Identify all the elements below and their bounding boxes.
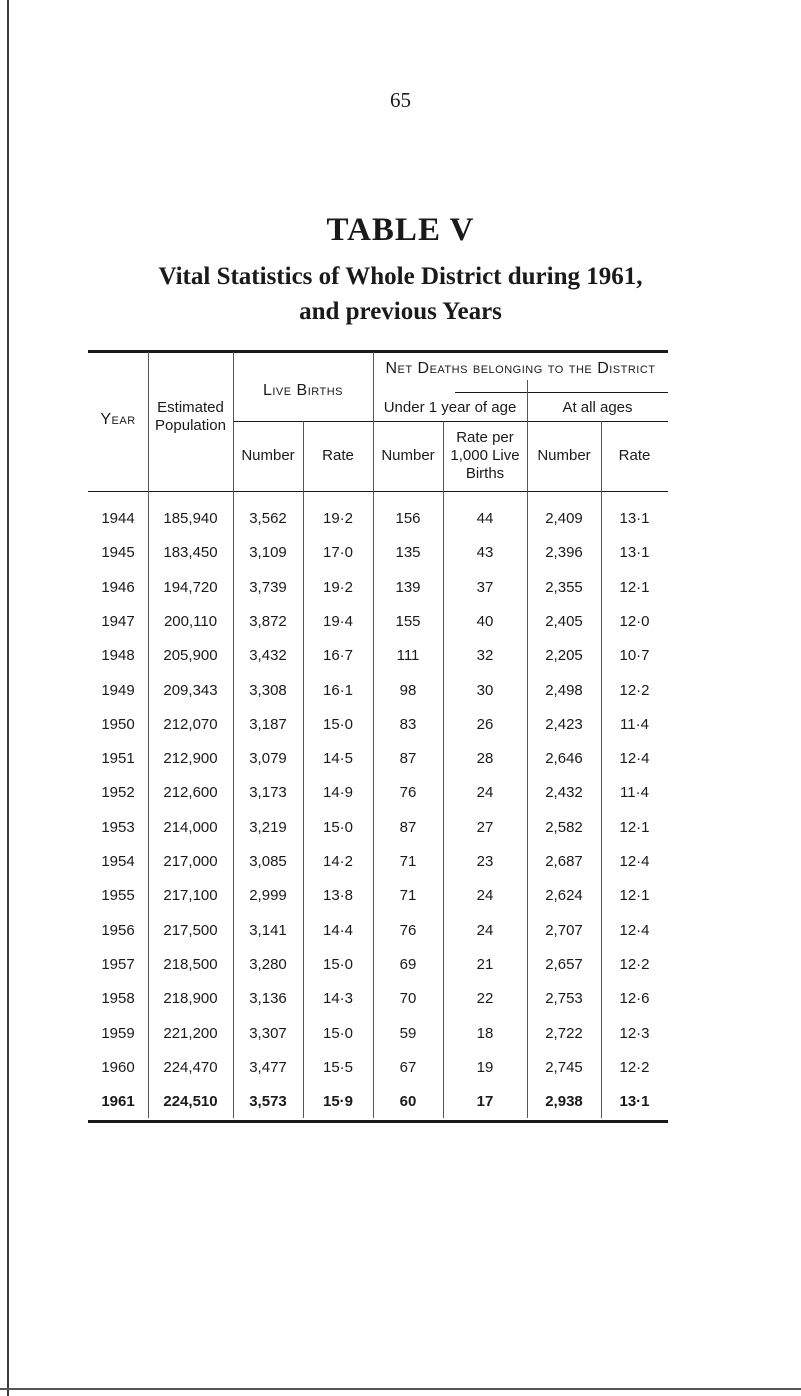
cell-infant-deaths-number: 69 bbox=[399, 956, 417, 973]
cell-all-deaths-number: 2,582 bbox=[545, 819, 583, 836]
cell-all-deaths-number: 2,753 bbox=[545, 990, 583, 1007]
cell-year: 1951 bbox=[101, 750, 135, 767]
cell-births-rate: 15·9 bbox=[322, 1093, 354, 1110]
cell-all-deaths-rate: 12·2 bbox=[619, 956, 650, 973]
header-all-ages: At all ages bbox=[562, 399, 633, 416]
cell-all-deaths-rate: 12·1 bbox=[619, 579, 650, 596]
cell-infant-deaths-number: 155 bbox=[395, 613, 421, 630]
cell-births-rate: 15·5 bbox=[322, 1059, 354, 1076]
cell-all-deaths-rate: 13·1 bbox=[619, 510, 650, 527]
cell-births-rate: 14·4 bbox=[322, 922, 354, 939]
cell-infant-death-rate: 37 bbox=[476, 579, 494, 596]
cell-all-deaths-number: 2,432 bbox=[545, 784, 583, 801]
table-top-rule bbox=[88, 350, 668, 353]
cell-births-rate: 16·1 bbox=[322, 682, 354, 699]
cell-infant-deaths-number: 76 bbox=[399, 922, 417, 939]
cell-infant-death-rate: 19 bbox=[476, 1059, 494, 1076]
cell-infant-deaths-number: 98 bbox=[399, 682, 417, 699]
cell-all-deaths-rate: 13·1 bbox=[619, 1093, 650, 1110]
cell-births-number: 3,141 bbox=[249, 922, 287, 939]
cell-population: 214,000 bbox=[163, 819, 218, 836]
cell-infant-death-rate: 24 bbox=[476, 922, 494, 939]
cell-population: 221,200 bbox=[163, 1025, 218, 1042]
cell-infant-deaths-number: 71 bbox=[399, 887, 417, 904]
cell-births-number: 3,739 bbox=[249, 579, 287, 596]
cell-infant-death-rate: 17 bbox=[476, 1093, 494, 1110]
net-deaths-underline bbox=[455, 392, 668, 393]
cell-all-deaths-number: 2,423 bbox=[545, 716, 583, 733]
cell-infant-deaths-number: 76 bbox=[399, 784, 417, 801]
cell-year: 1960 bbox=[101, 1059, 135, 1076]
cell-population: 212,070 bbox=[163, 716, 218, 733]
header-births-rate: Rate bbox=[322, 447, 354, 464]
cell-year: 1950 bbox=[101, 716, 135, 733]
header-estimated-population: Estimated Population bbox=[155, 399, 226, 434]
cell-population: 212,600 bbox=[163, 784, 218, 801]
cell-year: 1961 bbox=[101, 1093, 135, 1110]
subheader-underline bbox=[233, 421, 668, 422]
cell-population: 194,720 bbox=[163, 579, 218, 596]
cell-all-deaths-number: 2,657 bbox=[545, 956, 583, 973]
cell-births-number: 3,573 bbox=[249, 1093, 287, 1110]
cell-infant-death-rate: 22 bbox=[476, 990, 494, 1007]
page-number: 65 bbox=[390, 88, 411, 112]
header-year: Year bbox=[100, 411, 136, 428]
cell-population: 218,900 bbox=[163, 990, 218, 1007]
cell-births-number: 3,079 bbox=[249, 750, 287, 767]
cell-all-deaths-rate: 12·0 bbox=[619, 613, 650, 630]
page-edge-left bbox=[7, 0, 9, 1396]
cell-population: 217,500 bbox=[163, 922, 218, 939]
cell-all-deaths-rate: 13·1 bbox=[619, 544, 650, 561]
cell-births-rate: 15·0 bbox=[322, 819, 354, 836]
cell-births-rate: 14·5 bbox=[322, 750, 354, 767]
table-subtitle-line2: and previous Years bbox=[299, 298, 502, 325]
cell-all-deaths-rate: 12·6 bbox=[619, 990, 650, 1007]
cell-population: 224,510 bbox=[163, 1093, 218, 1110]
cell-all-deaths-number: 2,722 bbox=[545, 1025, 583, 1042]
cell-births-rate: 19·2 bbox=[322, 510, 354, 527]
cell-births-number: 3,187 bbox=[249, 716, 287, 733]
cell-year: 1944 bbox=[101, 510, 135, 527]
cell-births-number: 3,432 bbox=[249, 647, 287, 664]
cell-population: 200,110 bbox=[163, 613, 218, 630]
cell-infant-death-rate: 32 bbox=[476, 647, 494, 664]
cell-births-number: 3,219 bbox=[249, 819, 287, 836]
cell-all-deaths-number: 2,938 bbox=[545, 1093, 583, 1110]
cell-all-deaths-number: 2,707 bbox=[545, 922, 583, 939]
header-bottom-rule bbox=[88, 491, 668, 492]
cell-all-deaths-rate: 12·2 bbox=[619, 1059, 650, 1076]
cell-infant-death-rate: 44 bbox=[476, 510, 494, 527]
table-subtitle-line1: Vital Statistics of Whole District during 1961, bbox=[158, 263, 643, 290]
cell-infant-deaths-number: 156 bbox=[395, 510, 421, 527]
cell-population: 183,450 bbox=[163, 544, 218, 561]
cell-all-deaths-rate: 12·3 bbox=[619, 1025, 650, 1042]
cell-births-rate: 15·0 bbox=[322, 1025, 354, 1042]
cell-all-deaths-number: 2,624 bbox=[545, 887, 583, 904]
header-live-births: Live Births bbox=[262, 382, 344, 399]
cell-all-deaths-rate: 11·4 bbox=[620, 716, 649, 733]
cell-population: 217,100 bbox=[163, 887, 218, 904]
cell-year: 1949 bbox=[101, 682, 135, 699]
cell-births-rate: 15·0 bbox=[322, 716, 354, 733]
cell-all-deaths-number: 2,205 bbox=[545, 647, 583, 664]
cell-all-deaths-number: 2,355 bbox=[545, 579, 583, 596]
cell-infant-death-rate: 40 bbox=[476, 613, 494, 630]
cell-births-number: 3,136 bbox=[249, 990, 287, 1007]
cell-population: 209,343 bbox=[163, 682, 218, 699]
cell-births-rate: 19·2 bbox=[322, 579, 354, 596]
cell-year: 1955 bbox=[101, 887, 135, 904]
cell-infant-death-rate: 43 bbox=[476, 544, 494, 561]
cell-year: 1958 bbox=[101, 990, 135, 1007]
cell-infant-death-rate: 18 bbox=[476, 1025, 494, 1042]
header-infant-number: Number bbox=[381, 447, 435, 464]
cell-year: 1959 bbox=[101, 1025, 135, 1042]
cell-population: 218,500 bbox=[163, 956, 218, 973]
cell-all-deaths-rate: 12·2 bbox=[619, 682, 650, 699]
table-bottom-rule bbox=[88, 1120, 668, 1123]
header-all-ages-rate: Rate bbox=[618, 447, 651, 464]
header-births-number: Number bbox=[241, 447, 295, 464]
header-under-1-year: Under 1 year of age bbox=[383, 399, 517, 416]
cell-births-number: 3,085 bbox=[249, 853, 287, 870]
cell-births-rate: 14·3 bbox=[322, 990, 354, 1007]
cell-births-rate: 15·0 bbox=[322, 956, 354, 973]
cell-all-deaths-rate: 12·4 bbox=[619, 922, 650, 939]
cell-infant-death-rate: 27 bbox=[476, 819, 494, 836]
cell-infant-deaths-number: 71 bbox=[399, 853, 417, 870]
cell-births-number: 2,999 bbox=[249, 887, 287, 904]
cell-all-deaths-rate: 10·7 bbox=[619, 647, 650, 664]
cell-year: 1954 bbox=[101, 853, 135, 870]
cell-year: 1957 bbox=[101, 956, 135, 973]
cell-all-deaths-rate: 12·4 bbox=[619, 750, 650, 767]
cell-all-deaths-rate: 12·4 bbox=[619, 853, 650, 870]
cell-births-rate: 13·8 bbox=[322, 887, 354, 904]
cell-all-deaths-number: 2,409 bbox=[545, 510, 583, 527]
cell-infant-deaths-number: 70 bbox=[399, 990, 417, 1007]
cell-all-deaths-number: 2,396 bbox=[545, 544, 583, 561]
cell-births-number: 3,562 bbox=[249, 510, 287, 527]
cell-infant-death-rate: 24 bbox=[476, 887, 494, 904]
cell-infant-death-rate: 28 bbox=[476, 750, 494, 767]
cell-year: 1952 bbox=[101, 784, 135, 801]
cell-infant-deaths-number: 59 bbox=[399, 1025, 417, 1042]
cell-all-deaths-number: 2,646 bbox=[545, 750, 583, 767]
cell-all-deaths-number: 2,498 bbox=[545, 682, 583, 699]
cell-year: 1946 bbox=[101, 579, 135, 596]
cell-year: 1947 bbox=[101, 613, 135, 630]
cell-all-deaths-number: 2,745 bbox=[545, 1059, 583, 1076]
header-infant-rate-per-1000: Rate per 1,000 Live Births bbox=[450, 429, 520, 482]
cell-year: 1945 bbox=[101, 544, 135, 561]
cell-births-rate: 14·9 bbox=[322, 784, 354, 801]
cell-infant-deaths-number: 139 bbox=[395, 579, 421, 596]
cell-population: 205,900 bbox=[163, 647, 218, 664]
cell-births-number: 3,109 bbox=[249, 544, 287, 561]
page-edge-bottom bbox=[0, 1388, 801, 1390]
cell-infant-death-rate: 24 bbox=[476, 784, 494, 801]
cell-infant-death-rate: 23 bbox=[476, 853, 494, 870]
cell-births-rate: 16·7 bbox=[322, 647, 354, 664]
cell-births-number: 3,872 bbox=[249, 613, 287, 630]
cell-infant-deaths-number: 87 bbox=[399, 750, 417, 767]
cell-year: 1956 bbox=[101, 922, 135, 939]
cell-births-number: 3,307 bbox=[249, 1025, 287, 1042]
cell-infant-death-rate: 30 bbox=[476, 682, 494, 699]
cell-all-deaths-number: 2,687 bbox=[545, 853, 583, 870]
cell-infant-deaths-number: 67 bbox=[399, 1059, 417, 1076]
cell-births-number: 3,173 bbox=[249, 784, 287, 801]
cell-all-deaths-rate: 12·1 bbox=[619, 887, 650, 904]
cell-all-deaths-number: 2,405 bbox=[545, 613, 583, 630]
header-net-deaths: Net Deaths belonging to the District bbox=[385, 360, 656, 377]
cell-population: 217,000 bbox=[163, 853, 218, 870]
cell-infant-deaths-number: 83 bbox=[399, 716, 417, 733]
cell-births-rate: 17·0 bbox=[322, 544, 354, 561]
cell-births-number: 3,280 bbox=[249, 956, 287, 973]
cell-births-number: 3,308 bbox=[249, 682, 287, 699]
cell-infant-deaths-number: 87 bbox=[399, 819, 417, 836]
cell-year: 1948 bbox=[101, 647, 135, 664]
cell-population: 185,940 bbox=[163, 510, 218, 527]
cell-population: 212,900 bbox=[163, 750, 218, 767]
cell-all-deaths-rate: 11·4 bbox=[620, 784, 649, 801]
header-all-ages-number: Number bbox=[537, 447, 591, 464]
cell-births-rate: 14·2 bbox=[322, 853, 354, 870]
cell-infant-deaths-number: 135 bbox=[395, 544, 421, 561]
cell-infant-death-rate: 26 bbox=[476, 716, 494, 733]
cell-all-deaths-rate: 12·1 bbox=[619, 819, 650, 836]
cell-year: 1953 bbox=[101, 819, 135, 836]
cell-births-rate: 19·4 bbox=[322, 613, 354, 630]
table-title: TABLE V bbox=[326, 212, 475, 248]
cell-infant-deaths-number: 111 bbox=[396, 647, 420, 664]
cell-infant-deaths-number: 60 bbox=[399, 1093, 417, 1110]
cell-infant-death-rate: 21 bbox=[476, 956, 494, 973]
cell-population: 224,470 bbox=[163, 1059, 218, 1076]
cell-births-number: 3,477 bbox=[249, 1059, 287, 1076]
